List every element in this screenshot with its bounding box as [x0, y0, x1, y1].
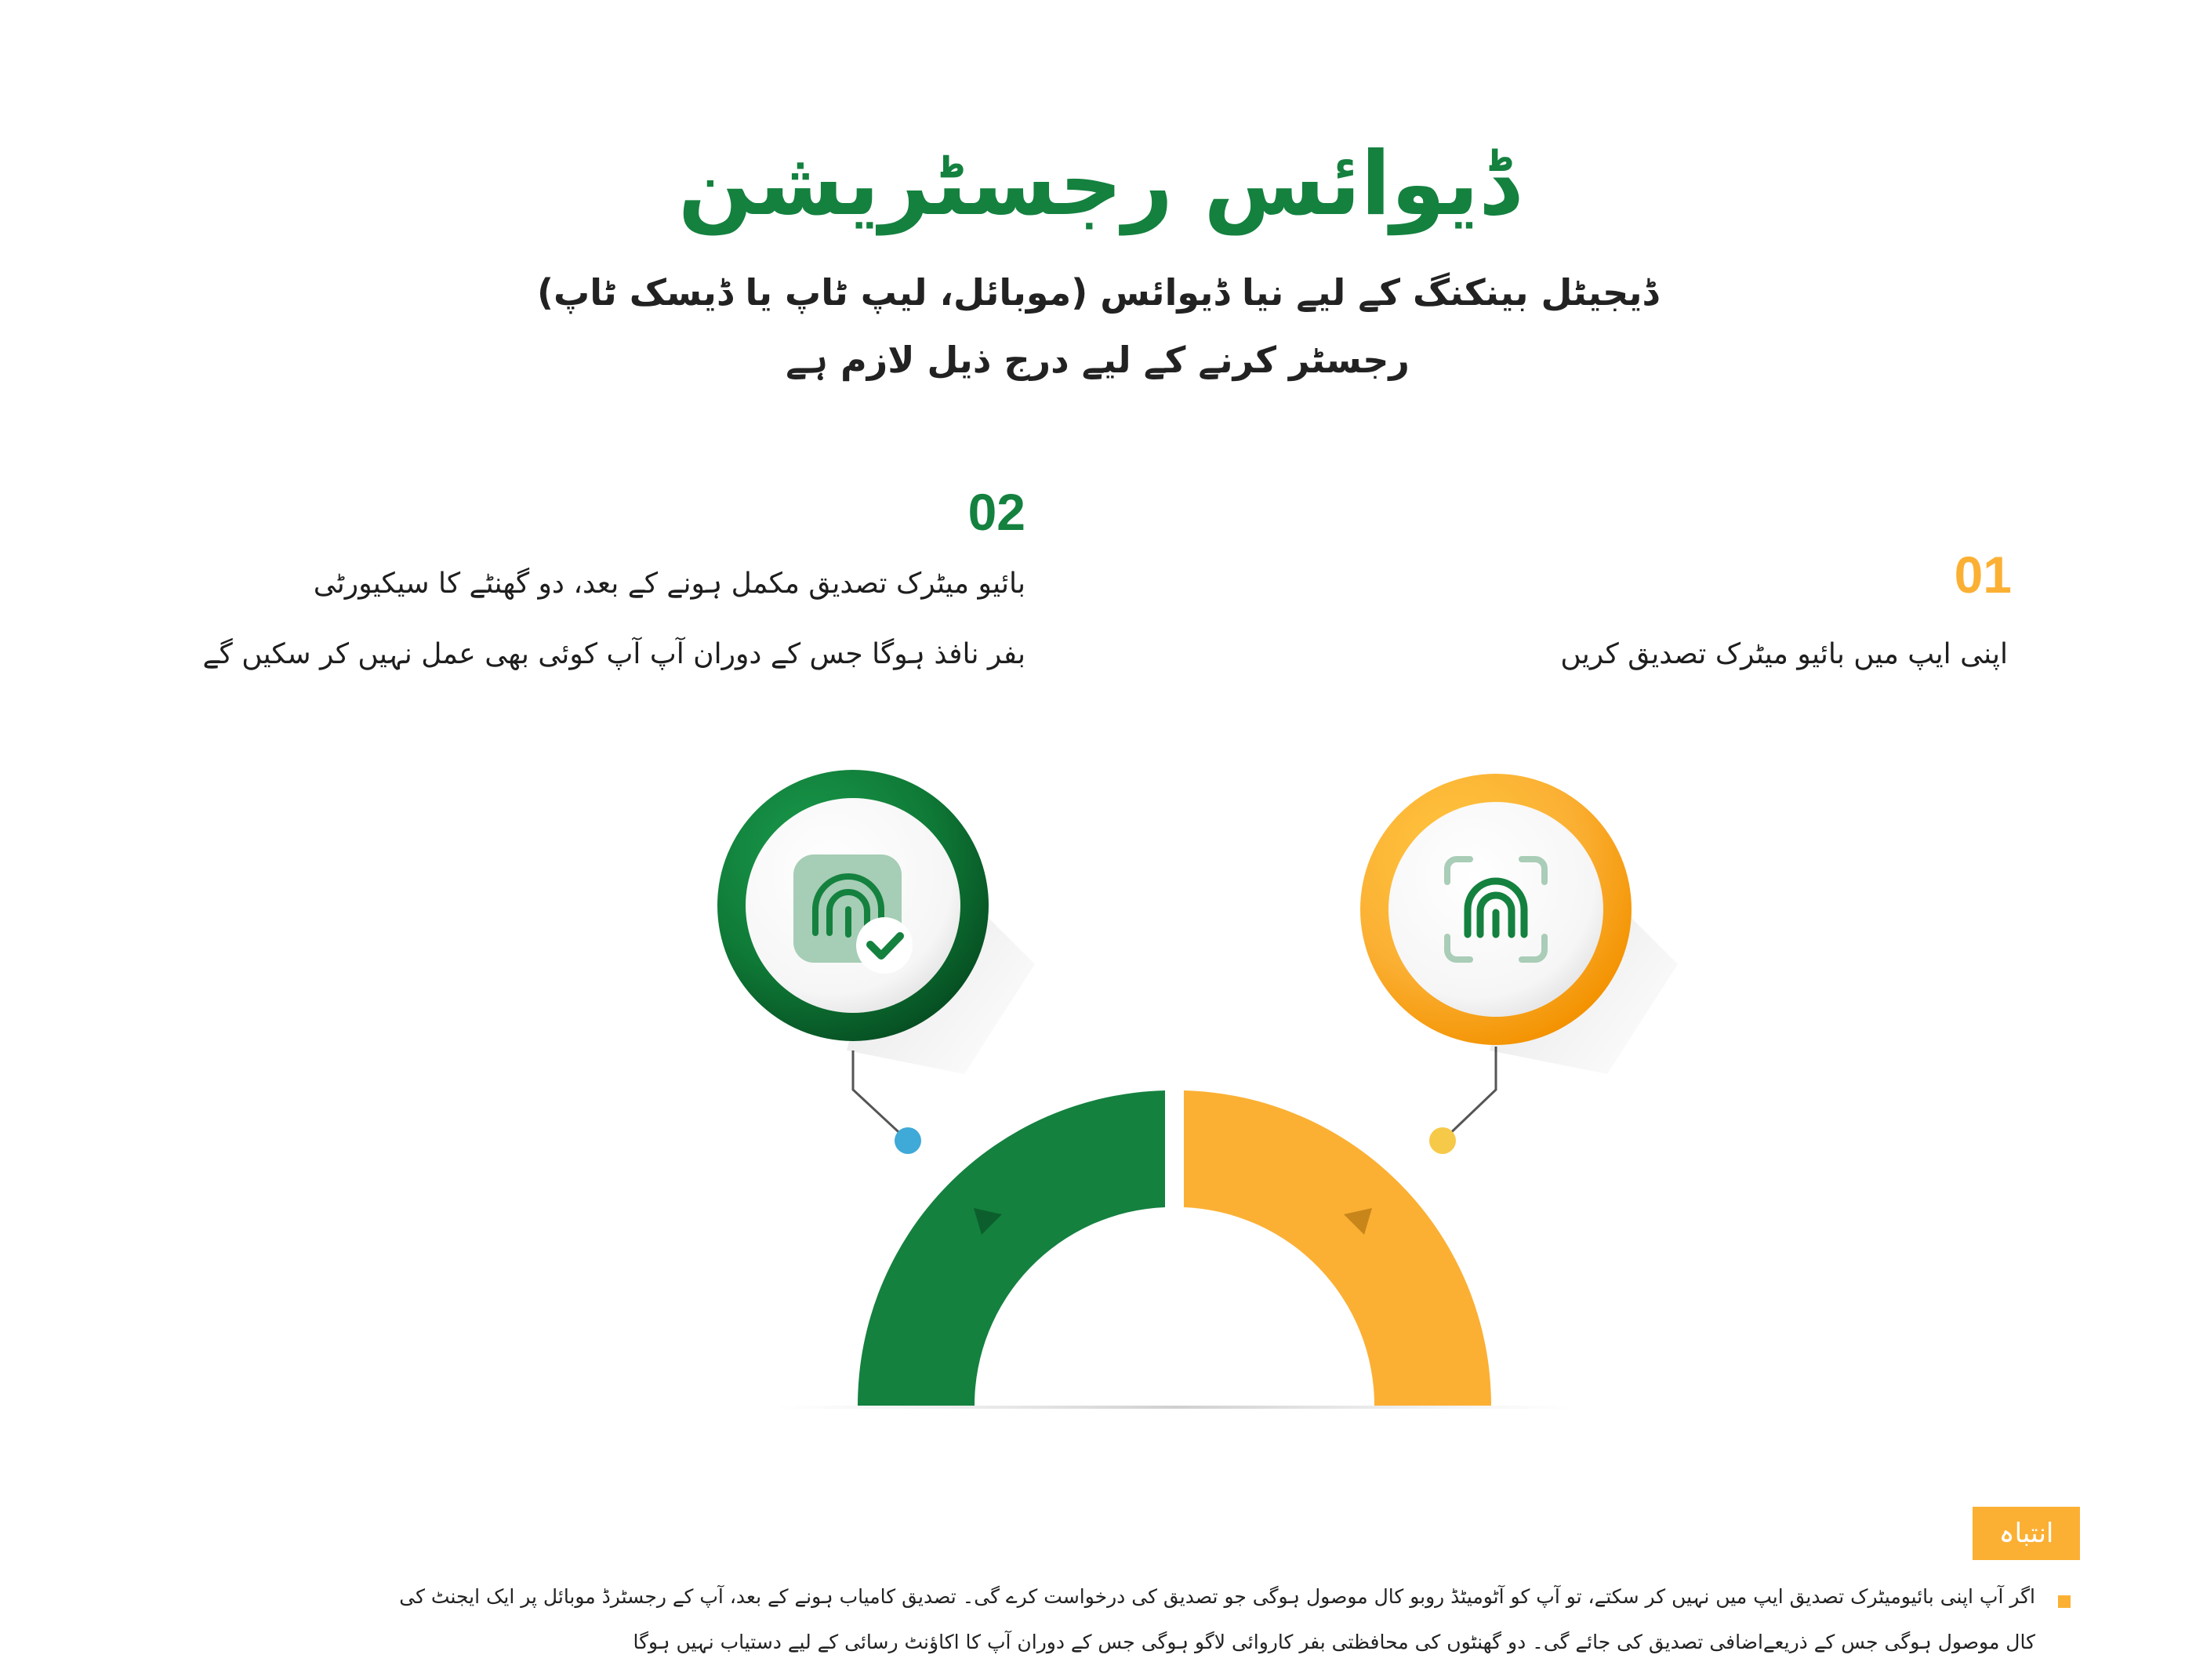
- subtitle-line-1: ڈیجیٹل بینکنگ کے لیے نیا ڈیوائس (موبائل، لیپ ٹاپ یا ڈیسک ٹاپ): [536, 271, 1659, 314]
- subtitle-line-2: رجسٹر کرنے کے لیے درج ذیل لازم ہے: [786, 339, 1410, 381]
- step-2-line-2: بفر نافذ ہوگا جس کے دوران آپ آپ کوئی بھی عمل نہیں کر سکیں گے: [202, 638, 1025, 670]
- connector-step-1: [1429, 1047, 1496, 1154]
- fingerprint-check-icon: [793, 855, 913, 974]
- step-2-badge: [717, 770, 1035, 1074]
- warning-bullet-icon: [2058, 1595, 2071, 1608]
- warning-line-1: اگر آپ اپنی بائیومیٹرک تصدیق ایپ میں نہیں کر سکتے، تو آپ کو آٹومیٹڈ روبو کال موصول ہوگی جو تصدیق کی درخواست کرے گی۔ تصدیق کامیاب ہونے کے بعد، آپ کے رجسٹرڈ موبائل پر ایک ایجنٹ کی: [399, 1585, 2035, 1608]
- baseline: [776, 1406, 1576, 1409]
- step-1-line-1: اپنی ایپ میں بائیو میٹرک تصدیق کریں: [1560, 638, 2008, 670]
- page-title: ڈیوائس رجسٹریشن: [677, 133, 1519, 235]
- warning-badge: انتباہ: [1973, 1507, 2080, 1560]
- step-2-number: 02: [967, 483, 1025, 541]
- connector-dot-yellow: [1429, 1127, 1456, 1154]
- warning-text: [107, 1574, 2035, 1665]
- step-1-number: 01: [1954, 546, 2012, 604]
- step-2-line-1: بائیو میٹرک تصدیق مکمل ہونے کے بعد، دو گھنٹے کا سیکیورٹی: [313, 568, 1025, 600]
- connector-step-2: [853, 1050, 921, 1154]
- warning-line-2: کال موصول ہوگی جس کے ذریعےاضافی تصدیق کی جائے گی۔ دو گھنٹوں کی محافظتی بفر کاروائی لاگو ہوگی جس کے دوران آپ کا اکاؤنٹ رسائی کے لیے دستیاب نہیں ہوگا: [633, 1631, 2035, 1653]
- step-1-badge: [1360, 774, 1678, 1074]
- connector-dot-blue: [895, 1127, 921, 1154]
